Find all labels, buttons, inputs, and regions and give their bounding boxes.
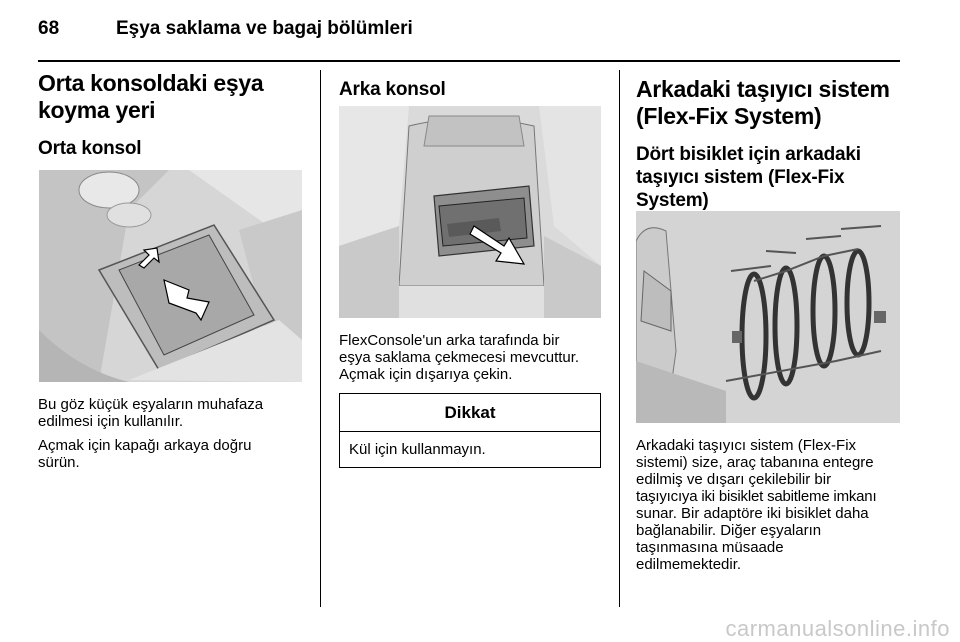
subheading-line: Dört bisiklet için arkadaki (636, 144, 861, 165)
column-flex-fix (636, 70, 900, 212)
paragraph (339, 332, 601, 383)
text-line: eşya saklama çekmecesi mevcuttur. (339, 349, 580, 366)
rear-console-figure (339, 106, 601, 318)
flex-fix-text (636, 437, 900, 573)
text-line: Açmak için kapağı arkaya doğru (38, 437, 252, 454)
text-line: edilmesi için kullanılır. (38, 413, 184, 430)
caution-box (339, 393, 601, 468)
text-line: edilmiş ve dışarı çekilebilir bir (636, 471, 832, 488)
heading-line: Arkadaki taşıyıcı sistem (636, 76, 890, 102)
subheading: Orta konsol (38, 138, 142, 159)
column-divider (619, 70, 620, 607)
text-line: edilmemektedir. (636, 556, 742, 573)
heading-line: Orta konsoldaki eşya (38, 70, 264, 96)
subheading-line: taşıyıcı sistem (Flex-Fix (636, 167, 845, 188)
column-rear-console (339, 70, 601, 101)
column-center-console (38, 70, 304, 160)
text-line: sürün. (38, 454, 80, 471)
subheading: Arka konsol (339, 79, 446, 100)
center-console-text (38, 396, 304, 471)
page-header (38, 18, 902, 48)
caution-text: Kül için kullanmayın. (349, 441, 486, 458)
center-console-figure (39, 170, 302, 382)
text-line: FlexConsole'un arka tarafında bir (339, 332, 560, 349)
heading-line: koyma yeri (38, 97, 156, 123)
text-line: Bu göz küçük eşyaların muhafaza (38, 396, 264, 413)
watermark: carmanualsonline.info (725, 616, 950, 641)
text-line: bağlanabilir. Diğer eşyaların (636, 522, 822, 539)
text-line: taşınmasına müsaade (636, 539, 784, 556)
rear-console-text (339, 332, 601, 383)
text-line: Arkadaki taşıyıcı sistem (Flex-Fix (636, 437, 857, 454)
paragraph (38, 396, 304, 430)
text-line: taşıyıcıya iki bisiklet sabitleme imkanı (636, 488, 877, 505)
heading-line: (Flex-Fix System) (636, 103, 822, 129)
paragraph (636, 437, 900, 573)
chapter-title: Eşya saklama ve bagaj bölümleri (116, 18, 413, 39)
caution-title: Dikkat (340, 394, 600, 432)
text-line: Açmak için dışarıya çekin. (339, 366, 513, 383)
page-number: 68 (38, 18, 60, 39)
header-rule (38, 60, 900, 62)
bike-carrier-figure (636, 211, 900, 423)
subheading-line: System) (636, 190, 709, 211)
section-heading (636, 76, 900, 130)
column-divider (320, 70, 321, 607)
text-line: sunar. Bir adaptöre iki bisiklet daha (636, 505, 869, 522)
text-line: sistemi) size, araç tabanına entegre (636, 454, 874, 471)
subheading (636, 143, 900, 212)
section-heading (38, 70, 304, 124)
paragraph (38, 437, 304, 471)
